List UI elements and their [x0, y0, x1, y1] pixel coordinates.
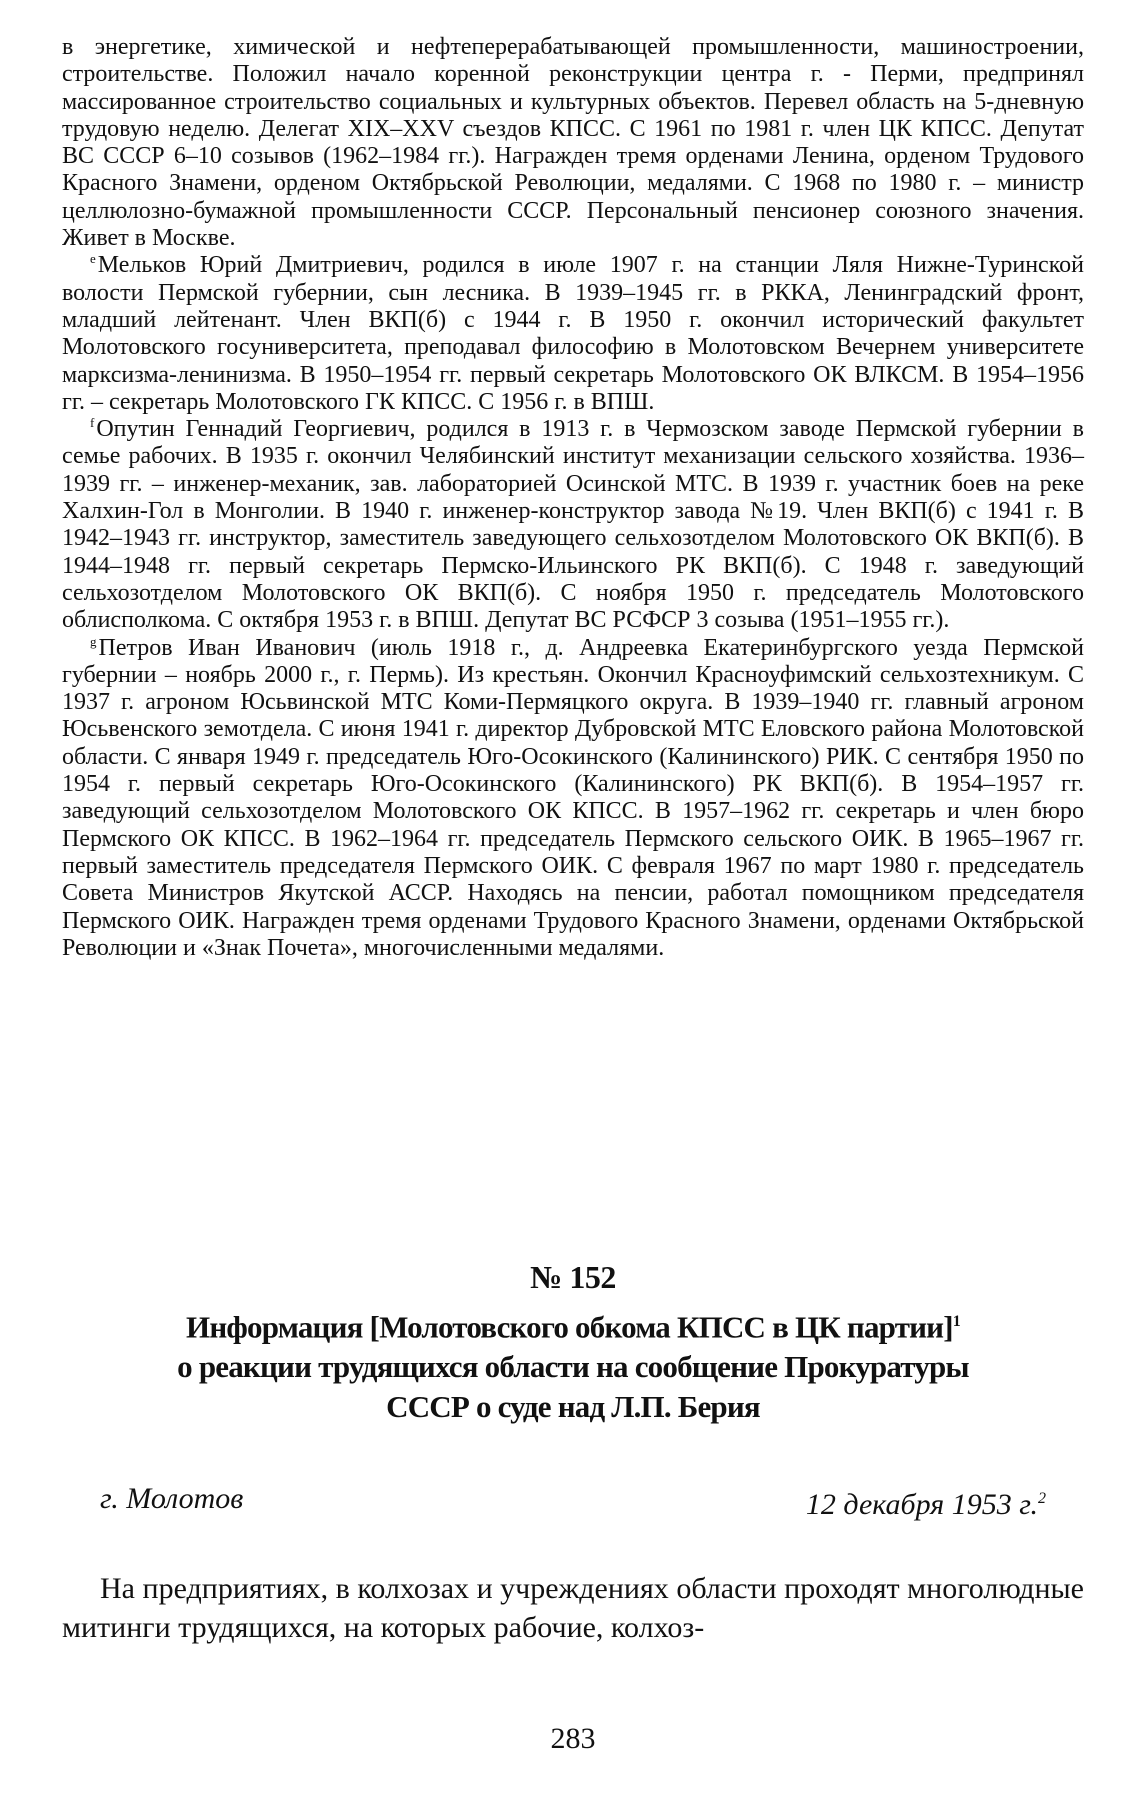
footnote-text: Мельков Юрий Дмитриевич, родился в июле 1907 г. на станции Ляля Нижне-Туринской волости Пермской губернии, сын лесника. В 1939–1945 гг. в РККА, Ленинградский фронт, младший лейтенант. Член ВКП(б) с 1944 г. В 1950 г. окончил исторический факультет Молотовского госуниверситета, преподавал философию в Молотовском Вечернем университете марксизма-ленинизма. В 1950–1954 гг. первый секретарь Молотовского ОК ВЛКСМ. В 1954–1956 гг. – секретарь Молотовского ГК КПСС. С 1956 г. в ВПШ.	[62, 252, 1084, 415]
document-title	[62, 1302, 1084, 1427]
title-line-3: СССР о суде над Л.П. Берия	[386, 1389, 760, 1425]
footnote-text: Петров Иван Иванович (июль 1918 г., д. Андреевка Екатеринбургского уезда Пермской губернии – ноябрь 2000 г., г. Пермь). Из крестьян. Окончил Красноуфимский сельхозтехникум. С 1937 г. агроном Юсьвинской МТС Коми-Пермяцкого округа. В 1939–1940 гг. главный агроном Юсьвенского земотдела. С июня 1941 г. директор Дубровской МТС Еловского района Молотовской области. С января 1949 г. председатель Юго-Осокинского (Калининского) РИК. С сентября 1950 по 1954 г. первый секретарь Юго-Осокинского (Калининского) РК ВКП(б). В 1954–1957 гг. заведующий сельхозотделом Молотовского ОК КПСС. В 1957–1962 гг. секретарь и член бюро Пермского ОК КПСС. В 1962–1964 гг. председатель Пермского сельского ОИК. В 1965–1967 гг. первый заместитель председателя Пермского ОИК. С февраля 1967 по март 1980 г. председатель Совета Министров Якутской АССР. Находясь на пенсии, работал помощником председателя Пермского ОИК. Награжден тремя орденами Трудового Красного Знамени, орденами Октябрьской Революции и «Знак Почета», многочисленными медалями.	[62, 634, 1084, 961]
title-note: 1	[952, 1313, 960, 1330]
footnote-mark: g	[90, 633, 97, 649]
document-meta	[62, 1481, 1084, 1523]
document-block	[62, 1258, 1084, 1647]
footnote-f	[62, 416, 1084, 634]
page-number: 283	[550, 1722, 596, 1755]
footnote-text: Опутин Геннадий Георгиевич, родился в 1913 г. в Чермозском заводе Пермской губернии в семье рабочих. В 1935 г. окончил Челябинский институт механизации сельского хозяйства. 1936–1939 гг. – инженер-механик, зав. лабораторией Осинской МТС. В 1939 г. участник боев на реке Халхин-Гол в Монголии. В 1940 г. инженер-конструктор завода №19. Член ВКП(б) с 1941 г. В 1942–1943 гг. инструктор, заместитель заведующего сельхозотделом Молотовского ОК ВКП(б). В 1944–1948 гг. первый секретарь Пермско-Ильинского РК ВКП(б). С 1948 г. заведующий сельхозотделом Молотовского ОК ВКП(б). С ноября 1950 г. председатель Молотовского облисполкома. С октября 1953 г. в ВПШ. Депутат ВС РСФСР 3 созыва (1951–1955 гг.).	[62, 416, 1084, 634]
title-line-1: Информация [Молотовского обкома КПСС в ЦК партии]	[186, 1309, 953, 1345]
document-body: На предприятиях, в колхозах и учреждениях области проходят многолюдные митинги трудящихся, на которых рабочие, колхоз-	[62, 1572, 1084, 1645]
document-number: № 152	[530, 1259, 616, 1295]
footnote-mark: f	[90, 415, 95, 431]
footnote-mark: e	[90, 251, 96, 267]
footnote-e	[62, 252, 1084, 416]
date-note: 2	[1038, 1490, 1046, 1508]
document-date-wrap	[806, 1481, 1046, 1523]
footnote-continuation: в энергетике, химической и нефтеперерабатывающей промышленности, машиностроении, строительстве. Положил начало коренной реконструкции центра г. - Перми, предпринял массированное строительство социальных и культурных объектов. Перевел область на 5-дневную трудовую неделю. Делегат XIX–XXV съездов КПСС. С 1961 по 1981 г. член ЦК КПСС. Депутат ВС СССР 6–10 созывов (1962–1984 гг.). Награжден тремя орденами Ленина, орденом Трудового Красного Знамени, орденом Октябрьской Революции, медалями. С 1968 по 1980 г. – министр целлюлозно-бумажной промышленности СССР. Персональный пенсионер союзного значения. Живет в Москве.	[62, 34, 1084, 252]
document-date: 12 декабря 1953 г.	[805, 1488, 1038, 1522]
document-place: г. Молотов	[100, 1482, 244, 1516]
footnotes-section	[62, 34, 1084, 962]
footnote-g	[62, 635, 1084, 963]
title-line-2: о реакции трудящихся области на сообщение Прокуратуры	[177, 1349, 969, 1385]
